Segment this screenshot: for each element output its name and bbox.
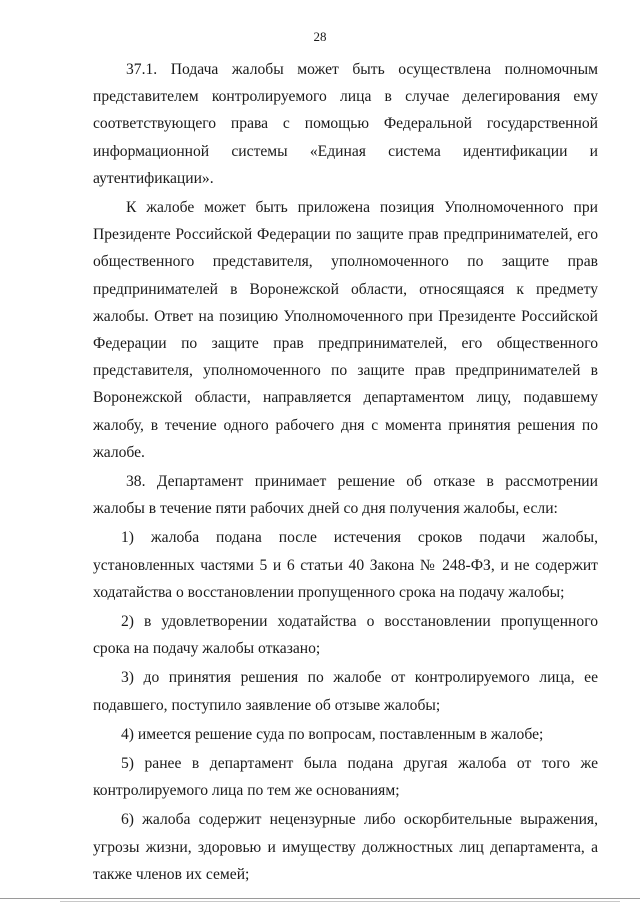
page-number: 28 xyxy=(313,29,327,44)
list-item-38-5: 5) ранее в департамент была подана другая жалоба от того же контролируемого лица по тем же основаниям; xyxy=(93,755,598,800)
list-item-38-4: 4) имеется решение суда по вопросам, поставленным в жалобе; xyxy=(121,725,544,743)
paragraph-37-1: 37.1. Подача жалобы может быть осуществлена полномочным представителем контролируемого лица в случае делегирования ему соответствующего права с помощью Федеральной государственной информационной системы «Единая система идентификации и аутентификации». xyxy=(93,61,598,187)
scan-bottom-edge-secondary xyxy=(60,901,620,902)
paragraph-ombudsman-position: К жалобе может быть приложена позиция Уполномоченного при Президенте Российской Федерации по защите прав предпринимателей, его общественного представителя, уполномоченного по защите прав предпринимателей в Воронежской области, относящаяся к предмету жалобы. Ответ на позицию Уполномоченного при Президенте Российской Федерации по защите прав предпринимателей, его общественного представителя, уполномоченного по защите прав предпринимателей в Воронежской области, направляется департаментом лицу, подавшему жалобу, в течение одного рабочего дня с момента принятия решения по жалобе. xyxy=(93,199,598,461)
document-body xyxy=(93,56,598,890)
list-item-38-2: 2) в удовлетворении ходатайства о восстановлении пропущенного срока на подачу жалобы отказано; xyxy=(93,613,598,658)
list-item-38-1: 1) жалоба подана после истечения сроков подачи жалобы, установленных частями 5 и 6 статьи 40 Закона № 248-ФЗ, и не содержит ходатайства о восстановлении пропущенного срока на подачу жалобы; xyxy=(93,529,598,601)
scan-bottom-edge xyxy=(0,898,640,899)
list-item-38-6: 6) жалоба содержит нецензурные либо оскорбительные выражения, угрозы жизни, здоровью и имуществу должностных лиц департамента, а также членов их семей; xyxy=(93,811,598,883)
list-item-38-3: 3) до принятия решения по жалобе от контролируемого лица, ее подавшего, поступило заявление об отзыве жалобы; xyxy=(93,669,598,714)
paragraph-38: 38. Департамент принимает решение об отказе в рассмотрении жалобы в течение пяти рабочих дней со дня получения жалобы, если: xyxy=(93,473,598,518)
